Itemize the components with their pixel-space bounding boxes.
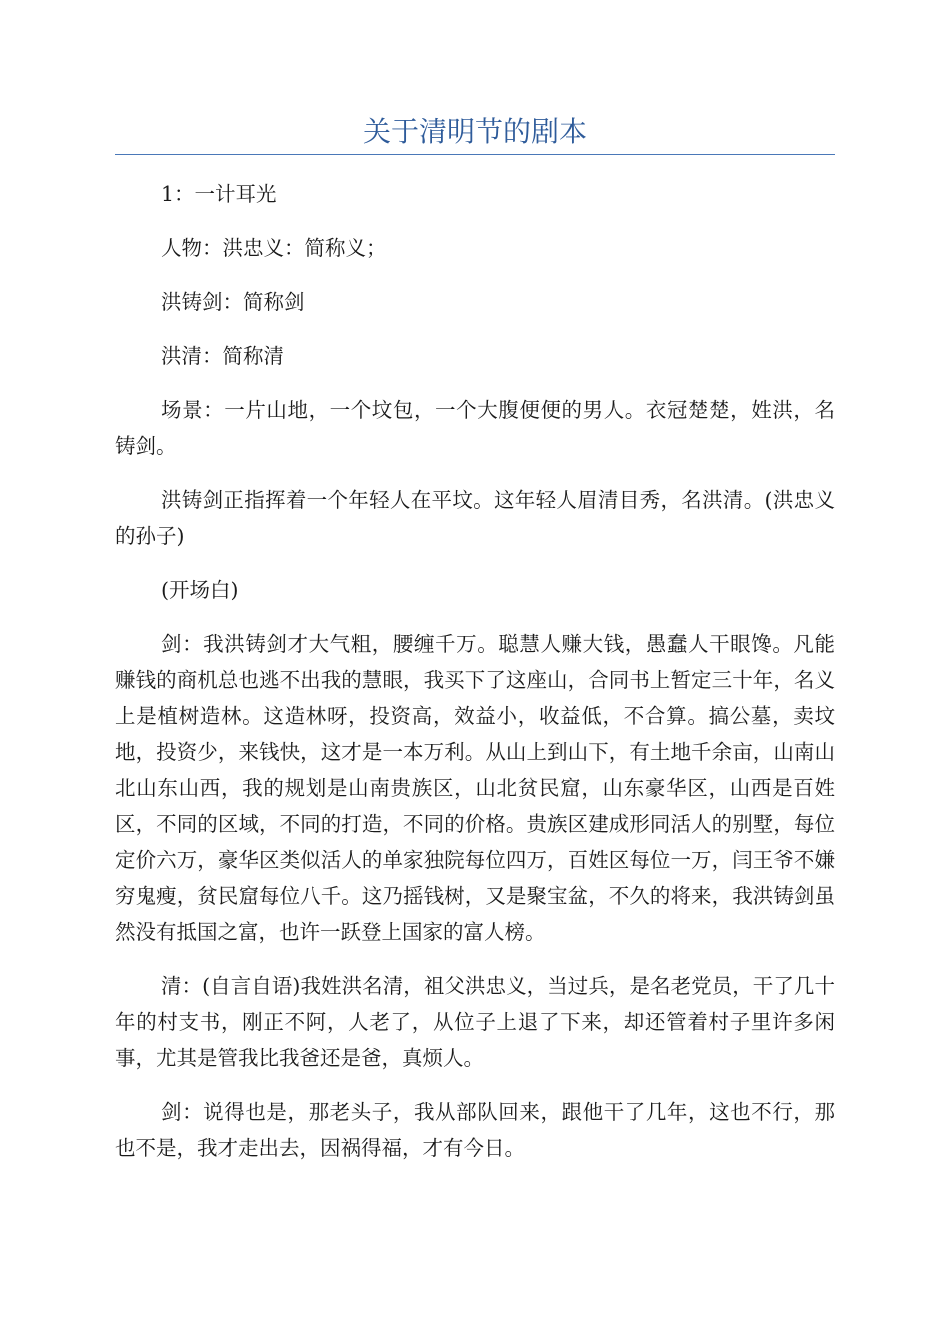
title-underline xyxy=(115,154,835,155)
document-title: 关于清明节的剧本 xyxy=(362,115,587,148)
paragraph-opening: (开场白) xyxy=(161,578,239,602)
paragraph-dialogue-qing-1: 清：(自言自语)我姓洪名清，祖父洪忠义，当过兵，是名老党员，干了几十年的村支书，刚正不阿，人老了，从位子上退了下来，却还管着村子里许多闲事，尤其是管我比我爸还是爸，真烦人。 xyxy=(115,974,835,1070)
paragraph-dialogue-jian-2: 剑：说得也是，那老头子，我从部队回来，跟他干了几年，这也不行，那也不是，我才走出去，因祸得福，才有今日。 xyxy=(115,1100,835,1160)
paragraph-action: 洪铸剑正指挥着一个年轻人在平坟。这年轻人眉清目秀，名洪清。(洪忠义的孙子) xyxy=(115,488,835,548)
paragraph-dialogue-jian-1: 剑：我洪铸剑才大气粗，腰缠千万。聪慧人赚大钱，愚蠢人干眼馋。凡能赚钱的商机总也逃不出我的慧眼，我买下了这座山，合同书上暂定三十年，名义上是植树造林。这造林呀，投资高，效益小，收益低，不合算。搞公墓，卖坟地，投资少，来钱快，这才是一本万利。从山上到山下，有土地千余亩，山南山北山东山西，我的规划是山南贵族区，山北贫民窟，山东豪华区，山西是百姓区，不同的区域，不同的打造，不同的价格。贵族区建成形同活人的别墅，每位定价六万，豪华区类似活人的单家独院每位四万，百姓区每位一万，闫王爷不嫌穷鬼瘦，贫民窟每位八千。这乃摇钱树，又是聚宝盆，不久的将来，我洪铸剑虽然没有抵国之富，也许一跃登上国家的富人榜。 xyxy=(115,632,835,944)
document-body xyxy=(115,176,835,1184)
paragraph-setting: 场景：一片山地，一个坟包，一个大腹便便的男人。衣冠楚楚，姓洪，名铸剑。 xyxy=(115,398,835,458)
paragraph-character-jian: 洪铸剑：简称剑 xyxy=(161,290,305,314)
paragraph-characters: 人物：洪忠义：简称义； xyxy=(161,236,387,260)
paragraph-character-qing: 洪清：简称清 xyxy=(161,344,284,368)
paragraph-scene-heading: 1：一计耳光 xyxy=(161,182,277,206)
